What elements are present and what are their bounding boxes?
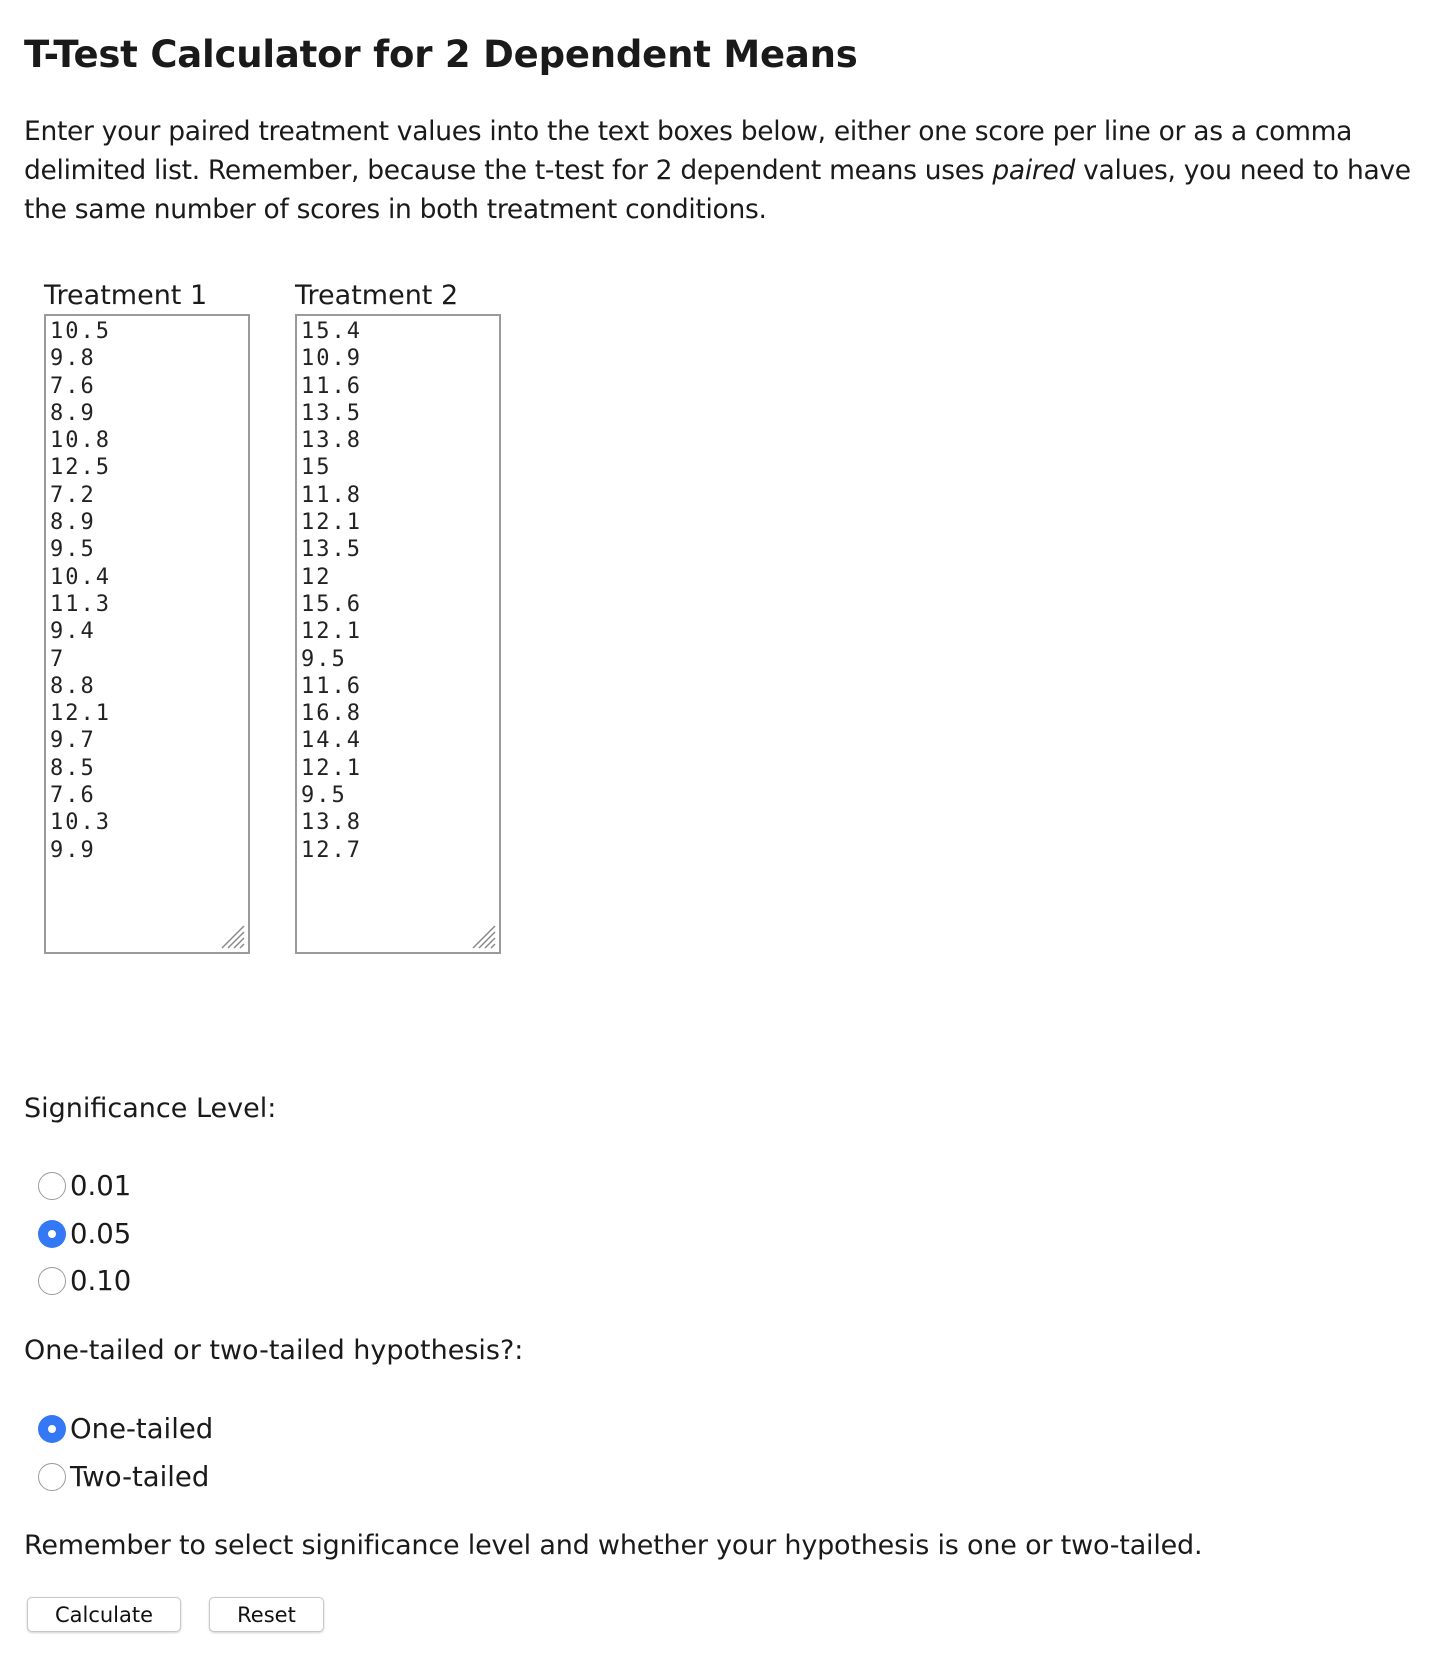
score-line: 7 — [50, 646, 66, 672]
radio-button-icon[interactable] — [38, 1267, 66, 1295]
reminder-text: Remember to select significance level and whether your hypothesis is one or two-tailed. — [24, 1530, 1203, 1561]
score-line: 7.6 — [50, 373, 96, 399]
score-line: 13.8 — [301, 428, 362, 454]
score-line: 12.1 — [301, 510, 362, 536]
score-line: 12.7 — [301, 837, 362, 863]
score-line: 11.8 — [301, 482, 362, 508]
score-line: 8.9 — [50, 400, 96, 426]
radio-button-icon[interactable] — [38, 1172, 66, 1200]
score-line: 12.1 — [301, 619, 362, 645]
score-line: 13.8 — [301, 810, 362, 836]
score-line: 12 — [301, 564, 332, 590]
radio-label: 0.10 — [70, 1265, 132, 1297]
score-line: 10.4 — [50, 564, 111, 590]
score-line: 10.5 — [50, 319, 111, 344]
score-line: 8.5 — [50, 755, 96, 781]
treatment1-label: Treatment 1 — [44, 280, 208, 311]
score-line: 10.8 — [50, 428, 111, 454]
score-line: 10.9 — [301, 346, 362, 372]
radio-label: 0.05 — [70, 1218, 132, 1250]
treatment1-textarea[interactable] — [44, 314, 250, 954]
radio-option-two-tailed[interactable] — [38, 1459, 209, 1495]
intro-text-emphasis: paired — [992, 155, 1076, 186]
score-line: 13.5 — [301, 400, 362, 426]
score-line: 12.1 — [50, 701, 111, 727]
score-line: 10.3 — [50, 810, 111, 836]
score-line: 9.8 — [50, 346, 96, 372]
score-line: 15.6 — [301, 591, 362, 617]
intro-text-end: values, you need to have the same number of scores in both treatment conditions. — [24, 155, 1411, 225]
score-line: 9.4 — [50, 619, 96, 645]
intro-paragraph — [24, 112, 1414, 229]
calculate-button[interactable]: Calculate — [27, 1597, 181, 1632]
score-line: 8.9 — [50, 510, 96, 536]
treatment2-label: Treatment 2 — [295, 280, 459, 311]
resize-grip-icon[interactable] — [470, 923, 496, 949]
treatment2-values — [301, 318, 362, 864]
radio-button-icon[interactable] — [38, 1220, 66, 1248]
treatment1-column — [44, 280, 250, 954]
score-line: 12.1 — [301, 755, 362, 781]
radio-option-one-tailed[interactable] — [38, 1411, 213, 1447]
score-line: 8.8 — [50, 673, 96, 699]
score-line: 9.7 — [50, 728, 96, 754]
score-line: 12.5 — [50, 455, 111, 481]
score-line: 15.4 — [301, 319, 362, 344]
radio-option-0-01[interactable] — [38, 1168, 131, 1204]
score-line: 9.9 — [50, 837, 96, 863]
radio-button-icon[interactable] — [38, 1415, 66, 1443]
page-title: T-Test Calculator for 2 Dependent Means — [24, 33, 858, 76]
radio-button-icon[interactable] — [38, 1463, 66, 1491]
treatment2-column — [295, 280, 501, 954]
radio-option-0-05[interactable] — [38, 1216, 131, 1252]
reset-button[interactable]: Reset — [209, 1597, 324, 1632]
score-line: 14.4 — [301, 728, 362, 754]
intro-text-start: Enter your paired treatment values into the text boxes below, either one score per line or as a comma delimited list. Remember, because the t-test for 2 dependent means uses — [24, 116, 1353, 186]
radio-option-0-10[interactable] — [38, 1263, 131, 1299]
treatment2-textarea[interactable] — [295, 314, 501, 954]
score-line: 9.5 — [301, 646, 347, 672]
resize-grip-icon[interactable] — [219, 923, 245, 949]
score-line: 9.5 — [301, 783, 347, 809]
radio-label: One-tailed — [70, 1413, 214, 1445]
score-line: 13.5 — [301, 537, 362, 563]
score-line: 11.3 — [50, 591, 111, 617]
score-line: 7.6 — [50, 783, 96, 809]
tails-label: One-tailed or two-tailed hypothesis?: — [24, 1335, 524, 1366]
score-line: 11.6 — [301, 373, 362, 399]
score-line: 7.2 — [50, 482, 96, 508]
significance-label: Significance Level: — [24, 1093, 277, 1124]
score-line: 11.6 — [301, 673, 362, 699]
score-line: 16.8 — [301, 701, 362, 727]
radio-label: 0.01 — [70, 1170, 132, 1202]
score-line: 15 — [301, 455, 332, 481]
treatment1-values — [50, 318, 111, 864]
score-line: 9.5 — [50, 537, 96, 563]
radio-label: Two-tailed — [70, 1461, 210, 1493]
